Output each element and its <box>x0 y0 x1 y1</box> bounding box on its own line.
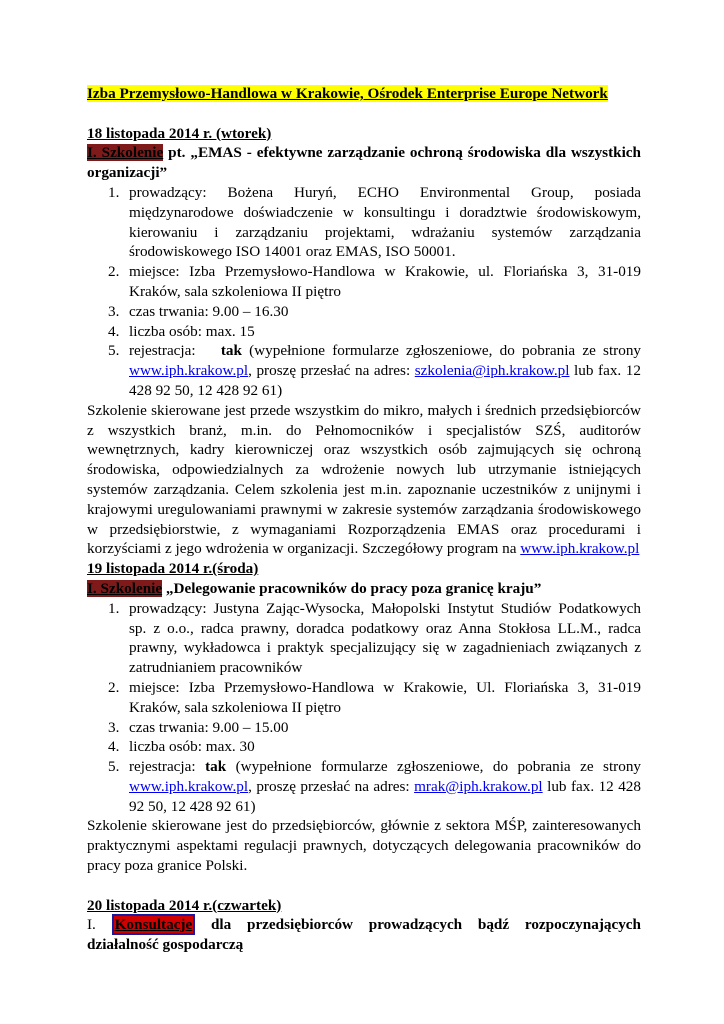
event1-details-list <box>87 183 641 401</box>
document-page <box>87 84 641 955</box>
reg-text: lub fax. 12 428 92 50, 12 428 92 61) <box>129 777 641 815</box>
event2-description: Szkolenie skierowane jest do przedsiębiorców, głównie z sektora MŚP, zainteresowanych praktycznymi aspektami regulacji prawnych, dotyczących delegowania pracowników do pracy poza granice Polski. <box>87 817 641 875</box>
list-item <box>87 183 641 262</box>
description-text: Szkolenie skierowane jest przede wszystkim do mikro, małych i średnich przedsiębiorców z wszystkich branż, m.in. do Pełnomocników i specjalistów SZŚ, auditorów wewnętrznych, kadry kierowniczej oraz wszystkich osób zajmujących się ochroną środowiska, odpowiedzialnych za wdrożenie nowych lub utrzymanie istniejących systemów zarządzania. Celem szkolenia jest m.in. zapoznanie uczestników z unijnymi i krajowymi uregulowaniami prawnymi w zakresie systemów zarządzania środowiskowego w przedsiębiorstwie, z wymaganiami Rozporządzenia EMAS oraz procedurami i korzyściami z jego wdrożenia w organizacji. Szczegółowy program na <box>87 401 641 558</box>
list-item <box>87 678 641 718</box>
item-text: czas trwania: 9.00 – 15.00 <box>129 718 289 736</box>
email-link[interactable]: mrak@iph.krakow.pl <box>414 777 543 795</box>
event3-date: 20 listopada 2014 r.(czwartek) <box>87 896 282 914</box>
event3-tag: Konsultacje <box>112 914 196 935</box>
website-link[interactable]: www.iph.krakow.pl <box>129 777 249 795</box>
item-number: 5. <box>108 758 120 776</box>
event2-date: 19 listopada 2014 r.(środa) <box>87 560 259 578</box>
spacer <box>87 104 641 124</box>
org-heading <box>87 84 641 104</box>
event2-title <box>87 579 641 599</box>
reg-answer: tak <box>205 758 227 776</box>
list-item <box>87 718 641 738</box>
event1-date: 18 listopada 2014 r. (wtorek) <box>87 124 272 142</box>
item-number: 2. <box>108 263 120 281</box>
spacer <box>87 876 641 896</box>
list-item <box>87 599 641 678</box>
item-number: 1. <box>108 183 120 201</box>
reg-text: (wypełnione formularze zgłoszeniowe, do pobrania ze strony <box>241 342 642 360</box>
item-text: miejsce: Izba Przemysłowo-Handlowa w Krakowie, ul. Floriańska 3, 31-019 Kraków, sala szkoleniowa II piętro <box>129 263 641 300</box>
item-number: 2. <box>108 678 120 696</box>
item-number: 3. <box>108 302 120 320</box>
item-text: prowadzący: Bożena Huryń, ECHO Environmental Group, posiada międzynarodowe doświadczenie w konsultingu i doradztwie środowiskowym, kierowaniu i zarządzaniu projektami, wdrażaniu systemów zarządzania środowiskowego ISO 14001 oraz EMAS, ISO 50001. <box>129 183 641 261</box>
event2-tag: I. Szkolenie <box>87 579 163 597</box>
reg-label: rejestracja: <box>129 758 206 776</box>
website-link[interactable]: www.iph.krakow.pl <box>129 362 249 380</box>
registration-item <box>87 341 641 400</box>
event2-details-list <box>87 599 641 817</box>
org-heading-text: Izba Przemysłowo-Handlowa w Krakowie, Ośrodek Enterprise Europe Network <box>87 85 608 102</box>
list-item <box>87 322 641 342</box>
event1-tag: I. Szkolenie <box>87 144 164 162</box>
list-item <box>87 737 641 757</box>
event1-title-line1: „EMAS - efektywne zarządzanie ochroną środowiska dla wszystkich <box>190 144 641 162</box>
item-number: 4. <box>108 738 120 756</box>
event3-prefix: I. <box>87 916 112 934</box>
reg-text: (wypełnione formularze zgłoszeniowe, do pobrania ze strony <box>226 758 642 776</box>
reg-answer: tak <box>220 342 242 360</box>
email-link[interactable]: szkolenia@iph.krakow.pl <box>414 362 570 380</box>
event1-title-prefix: pt. <box>163 144 191 162</box>
event1-title-cont: organizacji” <box>87 164 168 182</box>
list-item <box>87 302 641 322</box>
reg-label: rejestracja: <box>129 342 203 360</box>
item-text: liczba osób: max. 15 <box>129 322 255 340</box>
item-number: 4. <box>108 322 120 340</box>
item-text: liczba osób: max. 30 <box>129 738 255 756</box>
event3-title-text: dla przedsiębiorców prowadzących bądź rozpoczynających działalność gospodarczą <box>87 916 641 954</box>
reg-text: , proszę przesłać na adres: <box>248 777 415 795</box>
item-text: czas trwania: 9.00 – 16.30 <box>129 302 289 320</box>
item-number: 1. <box>108 599 120 617</box>
item-number: 3. <box>108 718 120 736</box>
reg-text: , proszę przesłać na adres: <box>248 362 415 380</box>
item-number: 5. <box>108 342 120 360</box>
program-link[interactable]: www.iph.krakow.pl <box>520 540 640 558</box>
list-item <box>87 262 641 302</box>
registration-item <box>87 757 641 816</box>
item-text: prowadzący: Justyna Zając-Wysocka, Małopolski Instytut Studiów Podatkowych sp. z o.o., radca prawny, doradca podatkowy oraz Anna Stokłosa LL.M., radca prawny, wykładowca i praktyk specjalizujący się w zagadnieniach związanych z zatrudnianiem pracowników <box>129 599 641 677</box>
event1-title <box>87 143 641 163</box>
reg-text: lub fax. 12 428 92 50, 12 428 92 61) <box>129 362 641 399</box>
event2-title-text: „Delegowanie pracowników do pracy poza granicę kraju” <box>162 579 542 597</box>
event3-title <box>87 915 641 955</box>
event1-description <box>87 401 641 559</box>
item-text: miejsce: Izba Przemysłowo-Handlowa w Krakowie, Ul. Floriańska 3, 31-019 Kraków, sala szkoleniowa II piętro <box>129 678 641 716</box>
